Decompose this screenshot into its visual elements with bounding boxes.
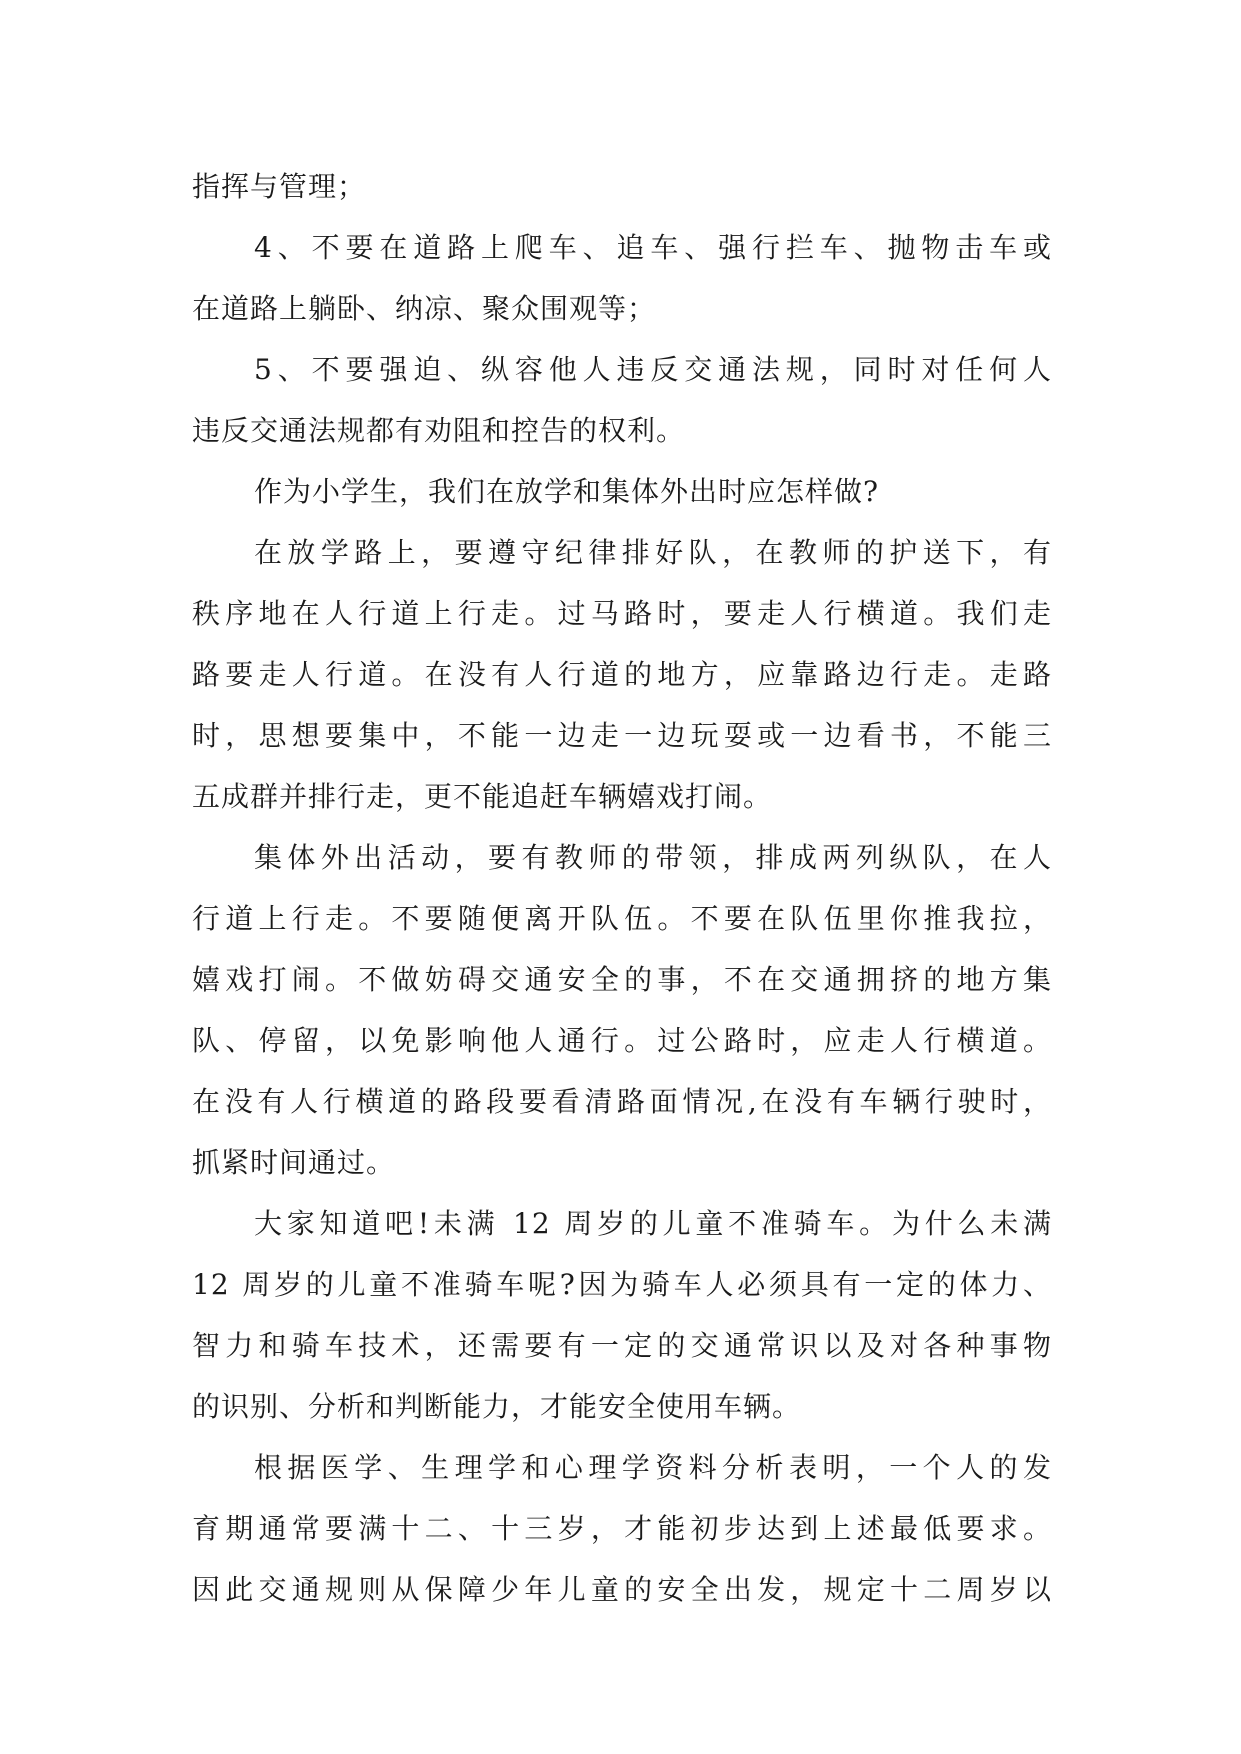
text-line: 在放学路上，要遵守纪律排好队，在教师的护送下，有	[254, 536, 1052, 569]
document-body	[192, 156, 1052, 1620]
text-line: 5、不要强迫、纵容他人违反交通法规，同时对任何人	[254, 353, 1052, 386]
text-line: 违反交通法规都有劝阻和控告的权利。	[192, 414, 686, 447]
text-line: 抓紧时间通过。	[192, 1146, 396, 1179]
text-line: 行道上行走。不要随便离开队伍。不要在队伍里你推我拉，	[192, 902, 1052, 935]
text-line: 育期通常要满十二、十三岁，才能初步达到上述最低要求。	[192, 1512, 1052, 1545]
text-line: 作为小学生，我们在放学和集体外出时应怎样做?	[254, 475, 880, 508]
text-line: 嬉戏打闹。不做妨碍交通安全的事，不在交通拥挤的地方集	[192, 963, 1052, 996]
text-line: 集体外出活动，要有教师的带领，排成两列纵队，在人	[254, 841, 1052, 874]
text-line: 4、不要在道路上爬车、追车、强行拦车、抛物击车或	[254, 231, 1052, 264]
text-line: 秩序地在人行道上行走。过马路时，要走人行横道。我们走	[192, 597, 1052, 630]
text-line: 根据医学、生理学和心理学资料分析表明，一个人的发	[254, 1451, 1052, 1484]
text-line: 时，思想要集中，不能一边走一边玩耍或一边看书，不能三	[192, 719, 1052, 752]
text-line: 智力和骑车技术，还需要有一定的交通常识以及对各种事物	[192, 1329, 1052, 1362]
text-line: 大家知道吧!未满 12 周岁的儿童不准骑车。为什么未满	[254, 1207, 1052, 1240]
text-line: 因此交通规则从保障少年儿童的安全出发，规定十二周岁以	[192, 1573, 1052, 1606]
text-line: 五成群并排行走，更不能追赶车辆嬉戏打闹。	[192, 780, 773, 813]
text-line: 指挥与管理；	[192, 170, 367, 203]
text-line: 队、停留，以免影响他人通行。过公路时，应走人行横道。	[192, 1024, 1052, 1057]
text-line: 12 周岁的儿童不准骑车呢?因为骑车人必须具有一定的体力、	[192, 1268, 1052, 1301]
text-line: 路要走人行道。在没有人行道的地方，应靠路边行走。走路	[192, 658, 1052, 691]
text-line: 的识别、分析和判断能力，才能安全使用车辆。	[192, 1390, 802, 1423]
text-line: 在道路上躺卧、纳凉、聚众围观等；	[192, 292, 657, 325]
text-line: 在没有人行横道的路段要看清路面情况,在没有车辆行驶时，	[192, 1085, 1052, 1118]
